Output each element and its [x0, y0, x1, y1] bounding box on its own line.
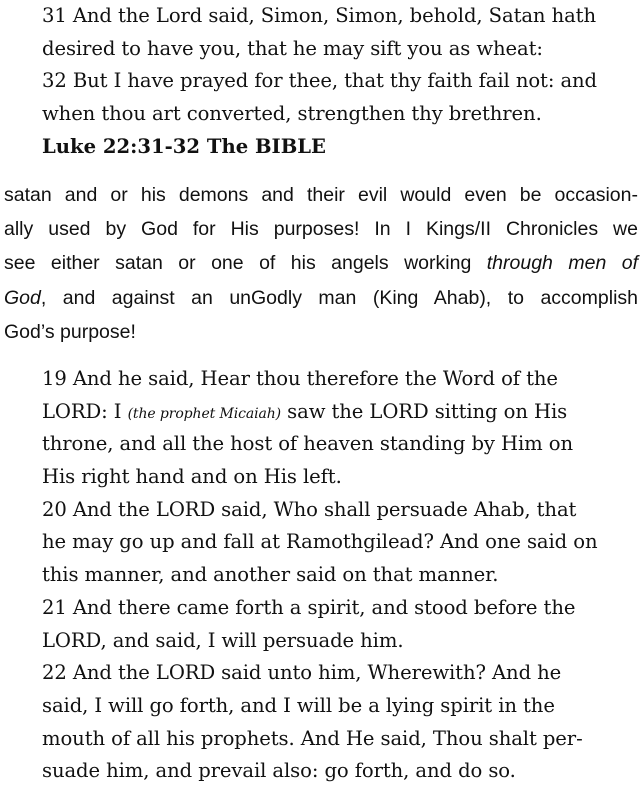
verse-line: desired to have you, that he may sift you as wheat:: [42, 36, 543, 60]
scripture-quote-kings: [42, 363, 632, 788]
verse-line: 20 And the LORD said, Who shall persuade Ahab, that: [42, 497, 577, 521]
verse-line: suade him, and prevail also: go forth, and do so.: [42, 759, 516, 783]
verse-line: 19 And he said, Hear thou therefore the Word of the: [42, 367, 558, 390]
verse-line: mouth of all his prophets. And He said, Thou shalt per-: [42, 726, 583, 750]
commentary-line: ally used by God for His purposes! In I Kings/II Chronicles we: [4, 218, 638, 241]
verse-text: saw the LORD sitting on His: [287, 399, 568, 423]
verse-line: 31 And the Lord said, Simon, Simon, behold, Satan hath: [42, 4, 596, 27]
commentary-line: satan and or his demons and their evil would even be occasion-: [4, 184, 638, 206]
commentary-line: [4, 281, 638, 315]
verse-line: throne, and all the host of heaven standing by Him on: [42, 432, 573, 456]
scripture-quote-luke: [42, 0, 632, 163]
commentary-text: , and against an unGodly man (King Ahab), to accomplish: [40, 286, 638, 309]
verse-line: he may go up and fall at Ramothgilead? And one said on: [42, 530, 598, 554]
verse-line: His right hand and on His left.: [42, 465, 342, 489]
verse-line: 32 But I have prayed for thee, that thy faith fail not: and: [42, 69, 598, 93]
verse-line: LORD, and said, I will persuade him.: [42, 628, 404, 652]
emphasized-text: God: [4, 286, 41, 309]
verse-text: LORD: I: [42, 399, 122, 423]
scripture-citation: Luke 22:31-32 The BIBLE: [42, 134, 326, 158]
verse-line: 21 And there came forth a spirit, and stood before the: [42, 595, 576, 619]
verse-line: 22 And the LORD said unto him, Wherewith? And he: [42, 661, 562, 685]
commentary-line: God’s purpose!: [4, 320, 136, 343]
inline-annotation: (the prophet Micaiah): [127, 405, 282, 422]
verse-line: when thou art converted, strengthen thy brethren.: [42, 102, 542, 126]
verse-line: [42, 396, 632, 429]
verse-line: this manner, and another said on that manner.: [42, 563, 499, 587]
commentary-line: [4, 246, 638, 280]
commentary-paragraph: [4, 178, 638, 349]
emphasized-text: through men of: [486, 252, 639, 275]
commentary-text: see either satan or one of his angels working: [4, 252, 472, 275]
verse-line: said, I will go forth, and I will be a lying spirit in the: [42, 693, 555, 717]
